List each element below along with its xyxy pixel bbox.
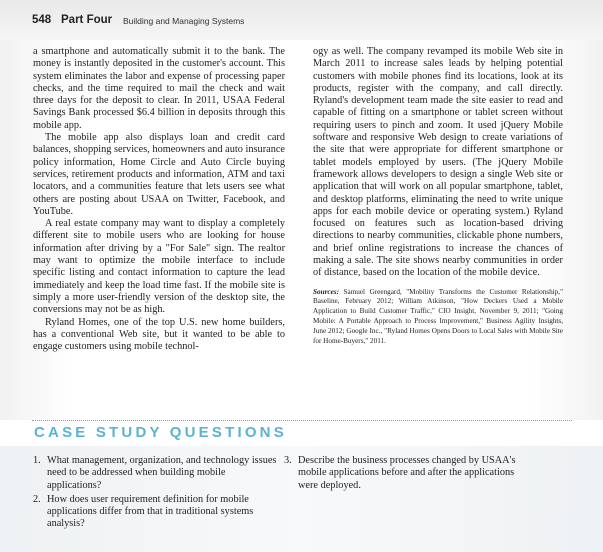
paragraph: Ryland Homes, one of the top U.S. new home builders, has a conventional Web site, but it wanted to be able to engage customers using mobile technol-	[33, 316, 285, 353]
question-text: How does user requirement definition for mobile applications differ from that in traditional systems analysis?	[47, 493, 254, 530]
question-text: What management, organization, and technology issues need to be addressed when building mobile applications?	[47, 455, 277, 491]
article-body	[0, 40, 603, 420]
paragraph: ogy as well. The company revamped its mobile Web site in March 2011 to increase sales leads by helping potential customers with mobile phones find its locations, look at its products, register with the company, and call directly. Ryland's development team made the site easier to read and capable of fitting on a smartphone or tablet screen without requiring users to pinch and zoom. It used jQuery Mobile software and responsive Web design to create variations of the site that were appropriate for different smartphone or tablet models employed by users. (The jQuery Mobile framework allows developers to design a single Web site or application that will work on all popular smartphone, tablet, and desktop platforms, eliminating the need to write unique apps for each mobile device or operating system.) Ryland focused on features such as location-based driving directions to nearby communities, clickable phone numbers, and brief online registrations to increase the chances of making a sale. The site shows nearby communities in order of distance, based on the location of the mobile device.	[313, 46, 563, 279]
question-item	[33, 455, 281, 492]
running-header	[0, 0, 603, 41]
question-number: 2.	[33, 493, 41, 505]
questions-right	[284, 455, 534, 494]
paragraph: A real estate company may want to display a completely different site to mobile users who are looking for house information after driving by a "For Sale" sign. The realtor may want to optimize the mobile interface to include specific listing and contact information to capture the lead immediately and keep the load time fast. If the mobile site is simply a more user-friendly version of the desktop site, the conversions may not be as high.	[33, 218, 285, 316]
left-column	[33, 46, 285, 353]
question-item	[284, 455, 534, 492]
paragraph: The mobile app also displays loan and credit card balances, shopping services, homeowners and auto insurance policy information, Home Circle and Auto Circle buying services, retirement products and information, ATM and taxi locators, and a communities feature that lets users see what others are posting about USAA on Twitter, Facebook, and YouTube.	[33, 132, 285, 217]
sources-label: Sources:	[313, 287, 339, 296]
part-label: Part Four	[61, 14, 113, 26]
section-divider	[32, 420, 572, 421]
sources-note	[313, 288, 563, 347]
questions-left	[33, 455, 281, 533]
right-column	[313, 46, 563, 346]
question-item	[33, 494, 281, 531]
question-number: 3.	[284, 455, 292, 466]
case-study-title: CASE STUDY QUESTIONS	[34, 424, 287, 441]
question-number: 1.	[33, 455, 41, 466]
chapter-label: Building and Managing Systems	[123, 16, 245, 26]
page-number: 548	[32, 14, 52, 26]
paragraph: a smartphone and automatically submit it to the bank. The money is instantly deposited in the customer's account. This system eliminates the labor and expense of processing paper checks, and the time required to mail the check and wait three days for the deposit to clear. In 2011, USAA Federal Savings Bank processed $6.4 billion in deposits through this mobile app.	[33, 46, 285, 131]
question-text: Describe the business processes changed by USAA's mobile applications before and after the applications were deployed.	[298, 455, 516, 491]
sources-text: Samuel Greengard, "Mobility Transforms the Customer Relationship," Baseline, February 2012; William Atkinson, "How Deckers Used a Mobile Application to Build Customer Traffic," CIO Insight, November 9, 2011; "Going Mobile: A Portable Approach to Process Improvement," Business Agility Insights, June 2012; Google Inc., "Ryland Homes Opens Doors to Local Sales with Mobile Site for Home-Buyers," 2011.	[313, 287, 563, 345]
